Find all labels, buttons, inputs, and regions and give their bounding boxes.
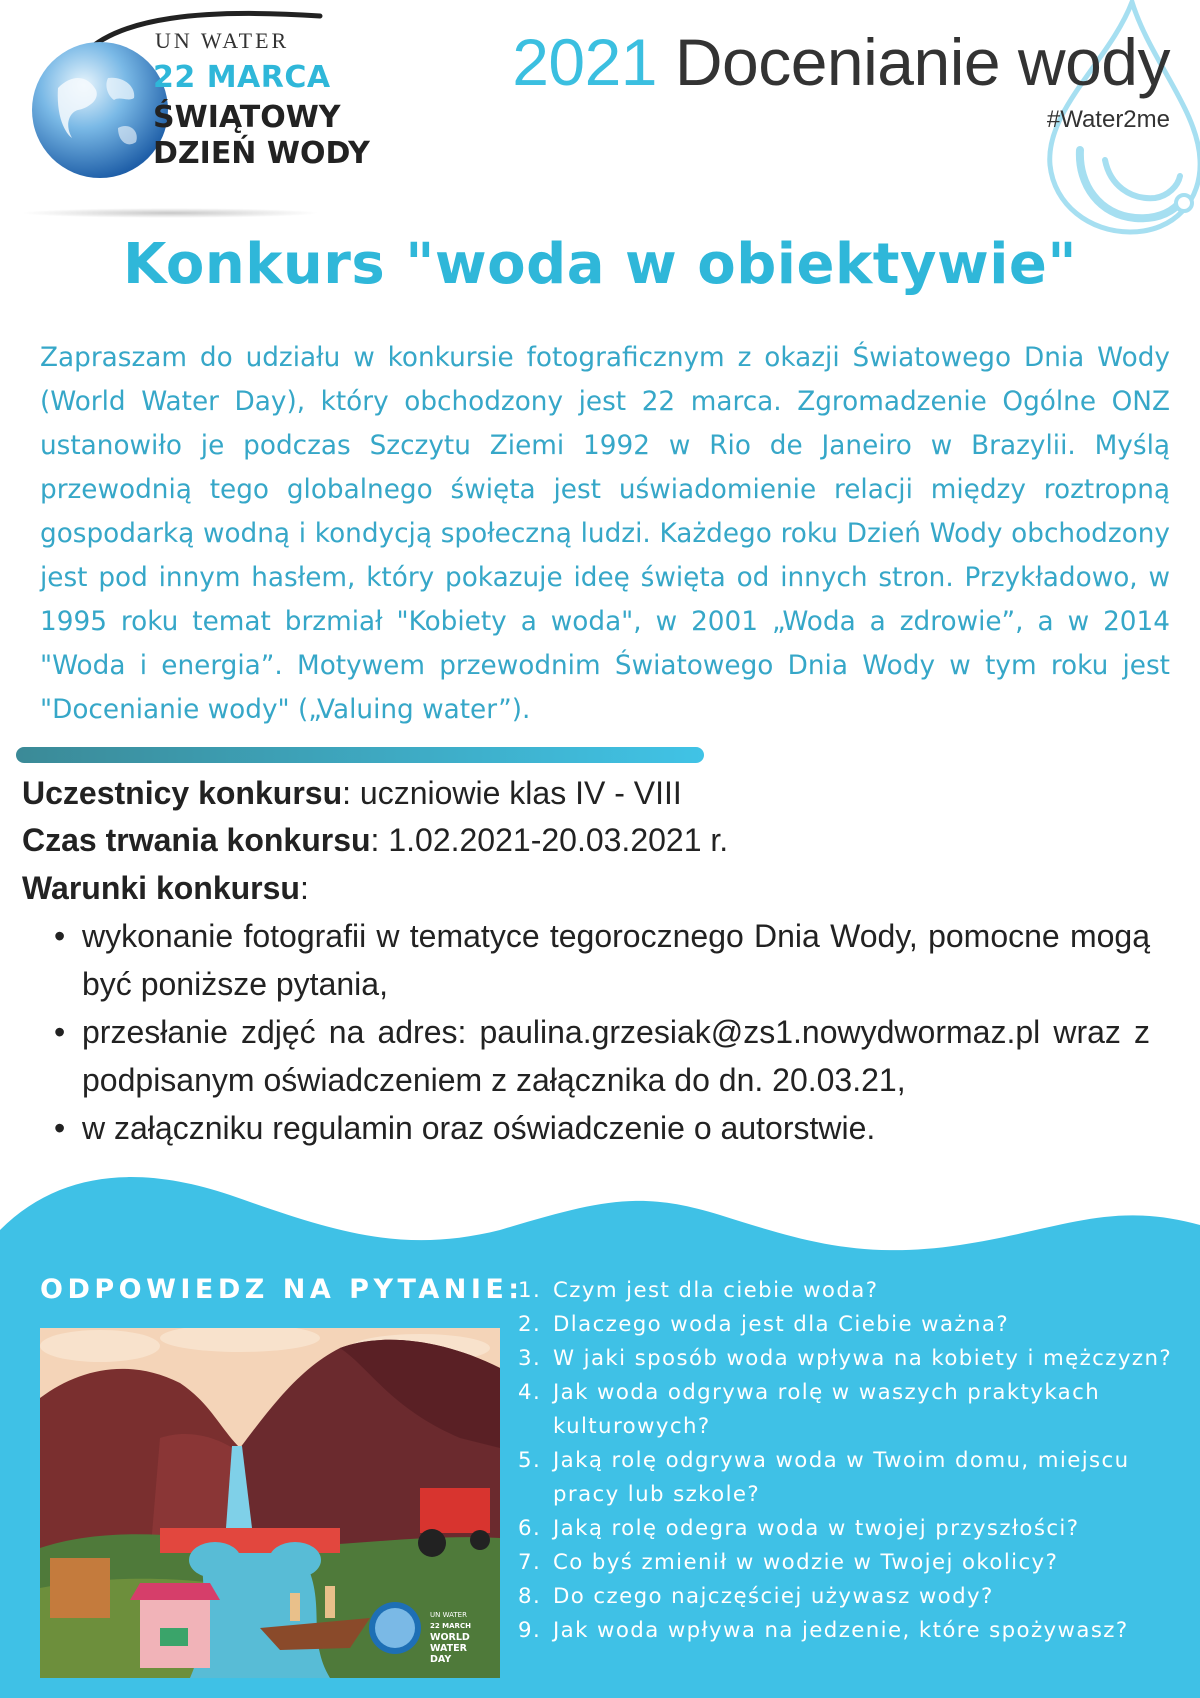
question-number: 3. [518, 1346, 542, 1371]
question-number: 9. [518, 1618, 542, 1643]
rules-list [50, 912, 1150, 1152]
duration-value: : 1.02.2021-20.03.2021 r. [370, 822, 729, 858]
questions-list [518, 1274, 1198, 1648]
hashtag: #Water2me [1046, 106, 1170, 133]
conditions-line [22, 870, 309, 907]
questions-heading: ODPOWIEDZ NA PYTANIE: [40, 1274, 524, 1305]
question-text: Jak woda wpływa na jedzenie, które spożywasz? [553, 1618, 1129, 1643]
question-number: 1. [518, 1278, 542, 1303]
question-text: Co byś zmienił w wodzie w Twojej okolicy? [553, 1550, 1059, 1575]
rule-item: • w załączniku regulamin oraz oświadczenie o autorstwie. [50, 1104, 1150, 1152]
title-text: Docenianie wody [674, 25, 1170, 99]
rule-item: • przesłanie zdjęć na adres: paulina.grzesiak@zs1.nowydwormaz.pl wraz z podpisanym oświadczeniem z załącznika do dn. 20.03.21, [50, 1008, 1150, 1104]
question-item [518, 1580, 1198, 1614]
question-number: 5. [518, 1448, 542, 1473]
un-water-logo [20, 8, 380, 218]
conditions-value: : [299, 870, 309, 906]
question-text: Jaką rolę odgrywa woda w Twoim domu, miejscu pracy lub szkole? [553, 1448, 1130, 1507]
question-text: W jaki sposób woda wpływa na kobiety i mężczyzn? [553, 1346, 1173, 1371]
conditions-label: Warunki konkursu [22, 870, 300, 906]
duration-line [22, 822, 728, 859]
duration-label: Czas trwania konkursu [22, 822, 371, 858]
question-item [518, 1308, 1198, 1342]
logo-line1: ŚWIĄTOWY [153, 100, 341, 135]
participants-label: Uczestnicy konkursu [22, 775, 343, 811]
logo-date: 22 MARCA [153, 60, 331, 95]
artwork-caption-line: WORLD [430, 1632, 470, 1643]
question-number: 8. [518, 1584, 542, 1609]
question-item [518, 1376, 1198, 1444]
title-year: 2021 [512, 25, 658, 99]
rule-item: • wykonanie fotografii w tematyce tegorocznego Dnia Wody, pomocne mogą być poniższe pytania, [50, 912, 1150, 1008]
question-item [518, 1444, 1198, 1512]
logo-shadow [20, 208, 320, 218]
participants-line [22, 775, 682, 812]
question-item [518, 1342, 1198, 1376]
question-number: 2. [518, 1312, 542, 1337]
question-text: Dlaczego woda jest dla Ciebie ważna? [553, 1312, 1010, 1337]
question-text: Jaką rolę odegra woda w twojej przyszłości? [553, 1516, 1080, 1541]
question-text: Do czego najczęściej używasz wody? [553, 1584, 994, 1609]
contest-title: Konkurs "woda w obiektywie" [122, 232, 1078, 297]
question-item [518, 1274, 1198, 1308]
artwork-caption-line: 22 MARCH [430, 1622, 471, 1630]
globe-icon [28, 38, 173, 183]
artwork-caption-line: WATER [430, 1643, 467, 1654]
question-text: Czym jest dla ciebie woda? [553, 1278, 879, 1303]
intro-paragraph: Zapraszam do udziału w konkursie fotograficznym z okazji Światowego Dnia Wody (World Water Day), który obchodzony jest 22 marca. Zgromadzenie Ogólne ONZ ustanowiło je podczas Szczytu Ziemi 1992 w Rio de Janeiro w Brazylii. Myślą przewodnią tego globalnego święta jest uświadomienie relacji między roztropną gospodarką wodną i kondycją społeczną ludzi. Każdego roku Dzień Wody obchodzony jest pod innym hasłem, który pokazuje ideę święta od innych stron. Przykładowo, w 1995 roku temat brzmiał "Kobiety a woda", w 2001 „Woda a zdrowie”, a w 2014 "Woda i energia”. Motywem przewodnim Światowego Dnia Wody w tym roku jest "Docenianie wody" („Valuing water”). [40, 343, 1170, 725]
page-title [512, 24, 1170, 100]
question-item [518, 1614, 1198, 1648]
question-item [518, 1512, 1198, 1546]
divider-bar [16, 747, 704, 763]
question-number: 6. [518, 1516, 542, 1541]
logo-line2: DZIEŃ WODY [153, 136, 370, 171]
artwork-caption-line: DAY [430, 1654, 452, 1665]
artwork-caption [430, 1610, 490, 1665]
question-number: 4. [518, 1380, 542, 1405]
question-text: Jak woda odgrywa rolę w waszych praktykach kulturowych? [553, 1380, 1101, 1439]
artwork-caption-line: UN WATER [430, 1611, 467, 1619]
world-water-day-artwork [40, 1328, 500, 1678]
question-number: 7. [518, 1550, 542, 1575]
participants-value: : uczniowie klas IV - VIII [342, 775, 682, 811]
question-item [518, 1546, 1198, 1580]
logo-org: UN WATER [155, 28, 290, 53]
